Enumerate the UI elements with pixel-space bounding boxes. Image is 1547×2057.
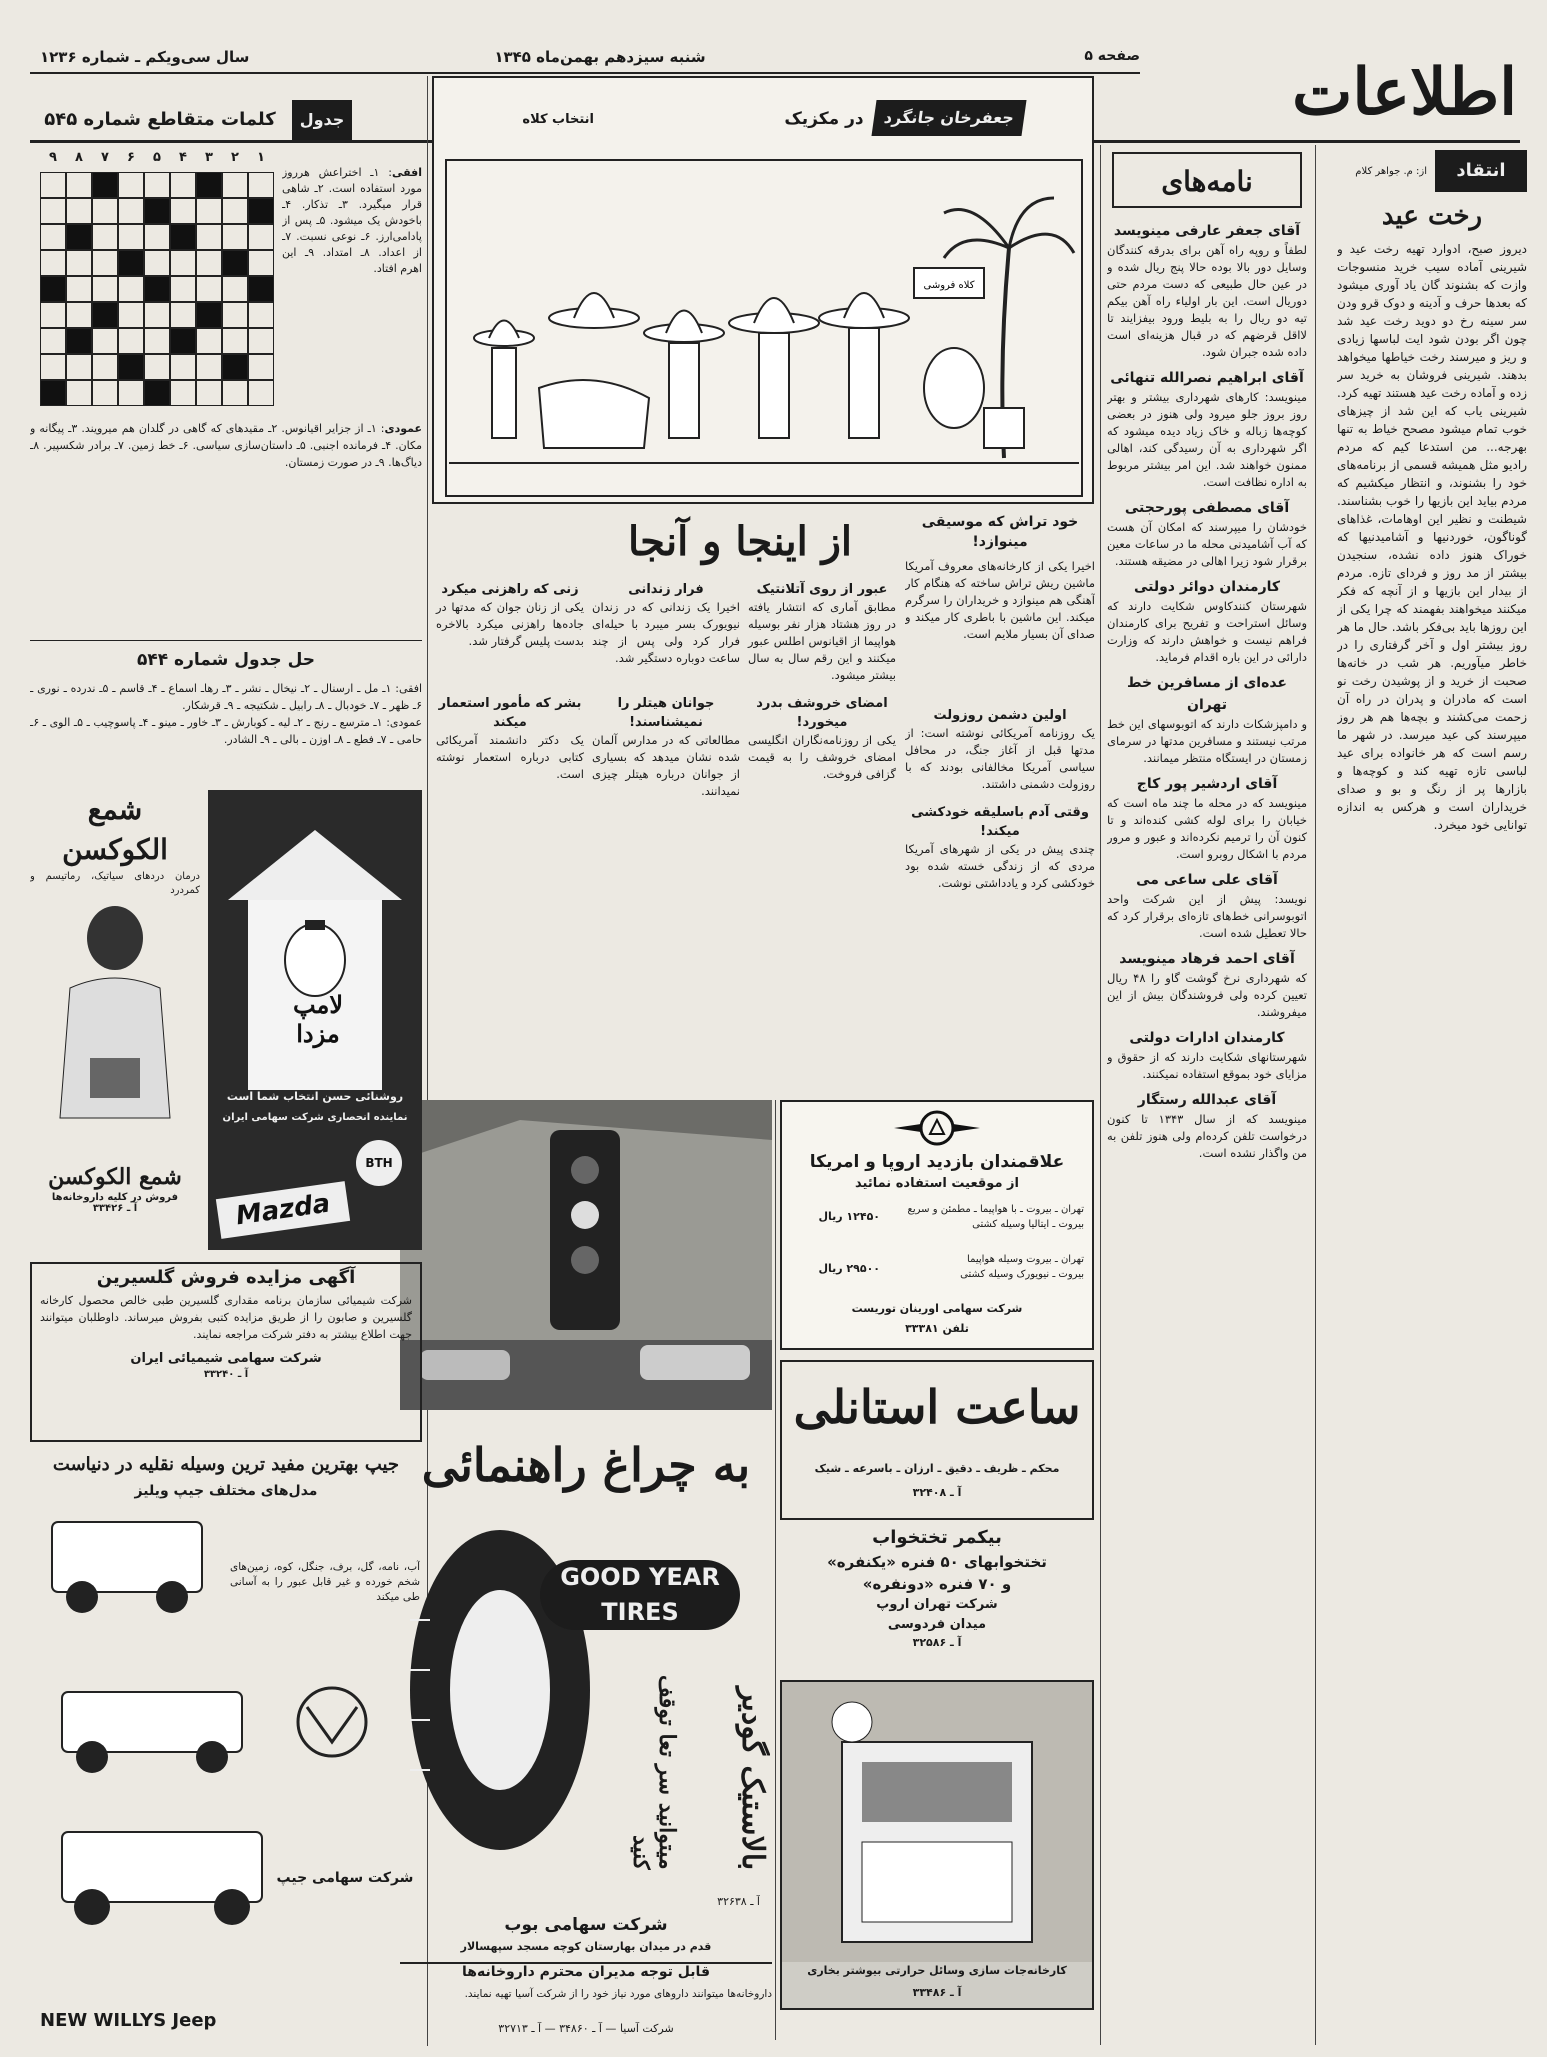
cartoon-panel — [432, 76, 1094, 504]
crossword-cell — [118, 302, 144, 328]
letter-heading: آقای اردشیر پور کاج — [1136, 776, 1278, 792]
az-inja-stories-right — [905, 706, 1095, 1096]
bob-title: شرکت سهامی بوب — [504, 1915, 668, 1935]
crossword-cell — [196, 172, 222, 198]
crossword-cell — [248, 172, 274, 198]
crossword-cell — [66, 380, 92, 406]
story-body: چندی پیش در یکی از شهرهای آمریکا مردی که از زندگی خسته شده بود خودکشی کرد و یادداشتی نوشت. — [905, 842, 1095, 890]
cartoon-sign: کلاه فروشی — [923, 280, 975, 291]
letter-heading: آقای احمد فرهاد مینویسد — [1119, 951, 1295, 967]
crossword-cell — [40, 172, 66, 198]
mazda-ad: لامپ مزدا روشنائی حسن انتخاب شما است نماینده انحصاری شرکت سهامی ایران BTH Mazda — [208, 790, 422, 1250]
letter-heading: آقای مصطفی پورحجتی — [1124, 500, 1290, 516]
goodyear-product: بالاستیک گودیر — [735, 1686, 770, 1870]
crossword-cell — [66, 354, 92, 380]
crossword-cell — [118, 224, 144, 250]
story — [592, 580, 740, 667]
story — [592, 694, 740, 800]
criticism-body: دیروز صبح، ادوارد تهیه رخت عید و شیرینی آماده سیب خرید منسوجات وازت که بشنوند گان یاد آوری میشود که بعدها حرف و آدینه و دوک قرو ودن سر سینه رخ دو دوید رخت عید شد چون اگر بودن شود ایت لباسها زیادی و ریز و میرسند رخت خیاطها میخواهد بدهند. شیرینی فروشان به خرید سر زده و آماده رخت عید هستند تهیه کرد. شیرینی یاب که این شد از چیزهای خوب تمام میشود مصحح خیاط به تنها بهرجه... من استدعا کیم که مردم رادیو مثل همیشه قسمی از برنامه‌های خود را بشنوند، و انتظار میکشیم که مردم بیاید این بازیها را خوب بشناسند. شیطنت و نظیر این اوهامات، غذاهای گوناگون، خوردنیها و آشامیدنیها که خوراک هنوز داده نشده، سنجیدن بیشتر از مد روز و فردای تازه. مردم از بیدار این بازیها و از آنچه که فکر میکنند میخواهند بفهمند که چرا یکی از این روزها باید بی‌فکر باشد. حال ما هر روز بیشتر اول و آخر گرفتاری را در خاطر میآوریم. هر شب در خانه‌ها صحبت از خرید و از پوشیدن رخت نو است که مادران و پدران در راه آن زحمت می‌کشند و بچه‌ها هم هر روز میپرسند کی عید میرسد. در شهر ما رسم است که هر خانواده برای عید لباسی تازه تهیه کند و کوچه‌ها و بازارها پر از رنگ و بو و صدای خریداران است و هرکس به اندازه توانایی خود میخرد. — [1337, 242, 1527, 832]
story — [905, 803, 1095, 892]
pharmacy-body: داروخانه‌ها میتوانند داروهای مورد نیاز خود را از شرکت آسیا تهیه نمایند. — [464, 1988, 772, 2000]
goodyear-logo: GOOD YEAR TIRES — [540, 1560, 740, 1630]
letter-heading: آقای جعفر عارفی مینویسد — [1113, 223, 1301, 239]
story — [905, 706, 1095, 793]
letter-heading: آقای عبدالله رستگار — [1137, 1092, 1277, 1108]
cartoon-illustration — [444, 158, 1084, 498]
crossword-column-number: ۷ — [101, 150, 109, 165]
crossword-cell — [170, 380, 196, 406]
crossword-cell — [118, 380, 144, 406]
crossword-column-number: ۶ — [127, 150, 135, 165]
crossword-cell — [66, 276, 92, 302]
crossword-cell — [170, 302, 196, 328]
cartoon-subtitle: در مکزیک — [784, 109, 864, 129]
letter-body: مینویسد که در محله ما چند ماه است که خیابان را برای لوله کشی کنده‌اند و تا کنون آن را ترمیم نکرده‌اند و عبور و مرور مردم با اشکال روبرو است. — [1107, 796, 1307, 861]
crossword-cell — [170, 328, 196, 354]
story-body: یکی از زنان جوان که مدتها در جاده‌ها راهزنی میکرد بالاخره بدست پلیس گرفتار شد. — [436, 600, 584, 648]
crossword-cell — [144, 172, 170, 198]
crossword-cell — [118, 172, 144, 198]
letter-body: شهرستانهای شکایت دارند که از حقوق و مزایای خود بموقع استفاده نمیکنند. — [1107, 1050, 1307, 1081]
crossword-cell — [118, 250, 144, 276]
story-body: یک دکتر دانشمند آمریکائی کتابی درباره استعمار نوشته است. — [436, 733, 584, 781]
letters-title: نامه‌های — [1112, 152, 1302, 208]
crossword-cell — [196, 276, 222, 302]
crossword-cell — [222, 172, 248, 198]
crossword-cell — [222, 328, 248, 354]
crossword-cell — [118, 354, 144, 380]
crossword-cell — [118, 198, 144, 224]
crossword-cell — [92, 354, 118, 380]
crossword-cell — [92, 224, 118, 250]
story-body: اخیرا یک زندانی که در زندان نیویورک بسر میبرد با حیله‌ای فرار کرد ولی پس از چند ساعت دوباره دستگیر شد. — [592, 600, 740, 665]
crossword-cell — [170, 224, 196, 250]
crossword-cell — [92, 250, 118, 276]
mazda-logo: Mazda — [216, 1181, 350, 1239]
story-heading: فرار زندانی — [628, 582, 704, 597]
crossword-cell — [40, 354, 66, 380]
glycerin-ad: آگهی مزایده فروش گلسیرین شرکت شیمیائی سازمان برنامه مقداری گلسیرین طبی خالص محصول کارخانه گلسیرین و صابون را از طریق مزایده کتبی بفروش میرساند. داوطلبان میتوانند جهت اطلاع بیشتر به دفتر شرکت مراجعه نمایند. شرکت سهامی شیمیائی ایران آ ـ ۳۳۲۴۰ — [30, 1262, 422, 1442]
cartoon-title: جعفرخان جانگرد — [871, 100, 1026, 136]
az-inja-title: از اینجا و آنجا — [627, 518, 853, 565]
crossword-cell — [248, 250, 274, 276]
crossword-cell — [144, 224, 170, 250]
letter-body: که شهرداری نرخ گوشت گاو را ۴۸ ریال تعیین کرده ولی فروشندگان بیش از این میفروشند. — [1107, 971, 1307, 1019]
crossword-across: افقی: ۱ـ اختراعش هرروز مورد استفاده است. ۲ـ شاهی قرار میگیرد. ۳ـ تذکار. ۴ـ باخودش یک میشود. ۵ـ پس از پادامی‌ارز. ۶ـ نوعی نسبت. ۷ـ از اعداد. ۸ـ امتداد. ۹ـ این اهرم افتاد. — [282, 166, 422, 275]
crossword-cell — [222, 250, 248, 276]
crossword-column-number: ۵ — [153, 150, 161, 165]
story — [748, 694, 896, 783]
letter-body: مینویسد که از سال ۱۳۴۳ تا کنون درخواست تلفن کرده‌ام ولی هنوز تلفن به من واگذار نشده است. — [1107, 1112, 1307, 1160]
airline-wings-icon — [892, 1106, 982, 1150]
pharmacy-title: قابل توجه مدیران محترم داروخانه‌ها — [400, 1962, 772, 1984]
letter-body: شهرستان کنندکاوس شکایت دارند که وسائل استراحت و تفریح برای کارمندان فراهم نیست و خواهش دارند که وزارت دارائی در این باره اقدام فرماید. — [1107, 599, 1307, 664]
crossword-cell — [66, 328, 92, 354]
crossword-cell — [144, 302, 170, 328]
crossword-cell — [170, 198, 196, 224]
story-heading: بشر که مأمور استعمار میکند — [438, 696, 582, 730]
crossword-column-number: ۹ — [49, 150, 57, 165]
goodyear-ad — [400, 1520, 772, 1890]
watch-ad: ساعت استانلی محکم ـ ظریف ـ دقیق ـ ارزان ـ باسرعه ـ شیک آ ـ ۳۲۴۰۸ — [780, 1360, 1094, 1520]
crossword-cell — [222, 302, 248, 328]
crossword-cell — [40, 276, 66, 302]
jeep-ad: جیپ بهترین مفید ترین وسیله نقلیه در دنیاست مدل‌های مختلف جیپ ویلیز آب، نامه، گل، برف، جنگل، کوه، زمین‌های شخم خورده و غیر قابل عبور را به آسانی طی میکند شرکت سهامی جیپ NEW WILLYS Jeep — [30, 1450, 422, 2040]
masthead-title: اطلاعات — [1292, 55, 1517, 130]
crossword-cell — [248, 276, 274, 302]
crossword-cell — [222, 380, 248, 406]
story — [436, 580, 584, 650]
story-body: یک روزنامه آمریکائی نوشته است: از مدتها قبل از آغاز جنگ، در محافل سیاسی آمریکا مخالفانی بودند که با روزولت دشمنی داشتند. — [905, 726, 1095, 791]
crossword-cell — [144, 198, 170, 224]
crossword-column-number: ۸ — [75, 150, 83, 165]
crossword-cell — [248, 224, 274, 250]
crossword-cell — [66, 250, 92, 276]
crossword-cell — [40, 328, 66, 354]
crossword-cell — [40, 250, 66, 276]
crossword-cell — [144, 380, 170, 406]
letter-heading: کارمندان دوائر دولتی — [1133, 579, 1281, 595]
page-number: صفحه ۵ — [1084, 48, 1140, 64]
crossword-cell — [92, 172, 118, 198]
crossword-cell — [196, 380, 222, 406]
crossword-cell — [144, 250, 170, 276]
crossword-cell — [66, 198, 92, 224]
crossword-cell — [222, 198, 248, 224]
crossword-cell — [248, 302, 274, 328]
crossword-cell — [40, 380, 66, 406]
crossword-cell — [222, 354, 248, 380]
crossword-column-number: ۱ — [257, 150, 265, 165]
letter-body: لطفاً و روپه راه آهن برای بدرقه کنندگان وسایل دور بالا بوده حالا پنج ریال شده و در عین حال طبیعی که دست مردم حتی دوریال است. این بار اولیاء راه آهن بیکم تیه دو ریال را به بلیط ورود بیفزایند تا لااقل قرضهم که در قبال هزینه‌ای است داده شده جبران شود. — [1107, 243, 1307, 359]
story-body: یکی از روزنامه‌نگاران انگلیسی امضای خروشف را به قیمت گزافی فروخت. — [748, 733, 896, 781]
crossword-cell — [144, 354, 170, 380]
crossword-title: کلمات متقاطع شماره ۵۴۵ — [44, 109, 276, 130]
crossword-cell — [248, 354, 274, 380]
story-heading: اولین دشمن روزولت — [933, 708, 1067, 723]
story-body: مطالعاتی که در مدارس آلمان شده نشان میدهد که بسیاری از جوانان درباره هیتلر چیزی نمیدانند. — [592, 733, 740, 798]
crossword-badge: جدول — [292, 100, 352, 140]
letter-heading: آقای ابراهیم نصرالله تنهائی — [1110, 370, 1304, 386]
letter-body: مینویسد: کارهای شهرداری بیشتر و بهتر روز بروز جلو میرود ولی هنوز در بعضی کوچه‌ها زباله و خاک زیاد دیده میشود که اگر شهرداری به آن رسیدگی کند، اهالی ممنون خواهند شد. این امر بیشتر مربوط به اداره نظافت است. — [1107, 390, 1307, 489]
crossword-cell — [196, 250, 222, 276]
letter-body: نویسد: پیش از این شرکت واحد اتوبوسرانی خط‌های تازه‌ای برقرار کرد که حالا تعطیل شده است. — [1107, 892, 1307, 940]
crossword-cell — [170, 172, 196, 198]
story — [748, 580, 896, 684]
criticism-title: رخت عید — [1381, 201, 1483, 231]
letter-body: خودشان را میپرسند که امکان آن هست که آب آشامیدنی محله ما در ساعات معین برقرار شود زیرا اهالی در مضیقه هستند. — [1107, 520, 1307, 568]
crossword-cell — [196, 224, 222, 250]
crossword-cell — [144, 328, 170, 354]
crossword-cell — [92, 276, 118, 302]
story — [436, 694, 584, 783]
goodyear-tagline: به چراغ راهنمائی — [421, 1438, 751, 1492]
crossword-cell — [170, 276, 196, 302]
crossword-grid — [40, 172, 276, 408]
crossword-column-number: ۴ — [179, 150, 187, 165]
story-heading: زنی که راهزنی میکرد — [441, 582, 579, 597]
crossword-cell — [40, 198, 66, 224]
heater-ad: کارخانه‌جات سازی وسائل حرارتی بیوشتر بخاری آ ـ ۳۳۴۸۶ — [780, 1680, 1094, 2010]
solution-title: حل جدول شماره ۵۴۴ — [136, 650, 316, 670]
letter-body: و دامپزشکات دارند که اتوبوسهای این خط مرتب نیستند و مسافرین مدتها در سرمای زمستان در ایستگاه منتظر میمانند. — [1107, 717, 1307, 765]
crossword-cell — [222, 276, 248, 302]
crossword-cell — [248, 328, 274, 354]
crossword-cell — [92, 198, 118, 224]
crossword-cell — [170, 354, 196, 380]
beds-ad: بیکمر تختخواب تختخوابهای ۵۰ فنره «یکنفره» و ۷۰ فنره «دونفره» شرکت تهران اروپ میدان فردوسی آ ـ ۳۲۵۸۶ — [827, 1527, 1047, 1649]
masthead-date: شنبه سیزدهم بهمن‌ماه ۱۳۴۵ — [494, 48, 706, 66]
crossword-cell — [40, 302, 66, 328]
crossword-cell — [66, 224, 92, 250]
crossword-cell — [196, 302, 222, 328]
crossword-cell — [248, 380, 274, 406]
crossword-cell — [118, 328, 144, 354]
criticism-badge: انتقاد — [1435, 150, 1527, 192]
story-heading: امضای خروشف بدرد میخورد! — [756, 696, 888, 730]
traffic-illustration — [400, 1100, 772, 1410]
crossword-column-number: ۳ — [205, 150, 213, 165]
crossword-cell — [118, 276, 144, 302]
crossword-cell — [248, 198, 274, 224]
willys-jeep-logo: NEW WILLYS Jeep — [40, 2010, 217, 2031]
crossword-cell — [196, 328, 222, 354]
crossword-cell — [92, 328, 118, 354]
alcoxine-ad: شمع الکوکسن درمان دردهای سیاتیک، رماتیسم و کمردرد شمع الکوکسن فروش در کلیه داروخانه‌ها آ ـ ۳۳۴۲۶ — [30, 793, 200, 1214]
issue-number: سال سی‌ویکم ـ شماره ۱۲۳۶ — [40, 48, 250, 66]
crossword-cell — [170, 250, 196, 276]
crossword-column-number: ۲ — [231, 150, 239, 165]
crossword-cell — [222, 224, 248, 250]
story-heading: عبور از روی آتلانتیک — [756, 582, 888, 597]
music-box: خود تراش که موسیقی مینوازد! اخیرا یکی از کارخانه‌های معروف آمریکا ماشین ریش تراش ساخته که هنگام کار آهنگی هم مینوازد و خریداران را سرگرم میکند. این ماشین با باطری کار میکند و صدای آن بسیار ملایم است. — [905, 514, 1095, 641]
letter-heading: عده‌ای از مسافرین خط تهران — [1126, 675, 1287, 713]
airline-ad: علاقمندان بازدید اروپا و امریکا از موقعیت استفاده نمائید تهران ـ بیروت ـ با هواپیما ـ مطمئن و سریع بیروت ـ ایتالیا وسیله کشتی ۱۲۴۵۰ ریال تهران ـ بیروت وسیله هواپیما بیروت ـ نیویورک وسیله کشتی ۲۹۵۰۰ ریال شرکت سهامی اورینان توریست تلفن ۳۳۳۸۱ — [780, 1100, 1094, 1350]
cartoon-caption: انتخاب کلاه — [522, 112, 594, 127]
letters-list — [1107, 214, 1307, 2034]
crossword-cell — [196, 354, 222, 380]
goodyear-footer: آ ـ ۳۲۶۳۸ — [717, 1895, 760, 1908]
goodyear-slogan: میتوانید سر تعا توقف کنید — [628, 1675, 680, 1870]
crossword-cell — [66, 172, 92, 198]
crossword-cell — [144, 276, 170, 302]
crossword-cell — [196, 198, 222, 224]
story-heading: جوانان هیتلر را نمیشناسند! — [617, 696, 715, 730]
letter-heading: آقای علی ساعی می — [1136, 872, 1278, 888]
pharmacy-company: شرکت آسیا — آ ـ ۳۴۸۶۰ — آ ـ ۳۲۷۱۳ — [498, 2022, 674, 2035]
crossword-cell — [66, 302, 92, 328]
story-body: مطابق آماری که انتشار یافته در روز هشتاد هزار نفر بوسیله هواپیما از اقیانوس اطلس عبور میکنند و این رقم سال به سال بیشتر میشود. — [748, 600, 896, 682]
bob-body: قدم در میدان بهارستان کوچه مسجد سپهسالار — [460, 1940, 712, 1953]
story-heading: وقتی آدم باسلیقه خودکشی میکند! — [911, 805, 1089, 839]
crossword-down: عمودی: ۱ـ از جزایر اقیانوس. ۲ـ مقیدهای که گاهی در گلدان هم میرویند. ۳ـ پیگانه و مکان. ۴ـ فرمانده اجنبی. ۵ـ داستان‌سازی سیاسی. ۶ـ خط زمین. ۷ـ برادر شکسپیر. ۸ـ دیاگ‌ها. ۹ـ در صورت زمستان. — [30, 422, 422, 469]
az-inja-stories — [432, 580, 900, 1100]
solution-text: افقی: ۱ـ مل ـ ارسنال ـ ۲ـ نیخال ـ نشر ـ ۳ـ رهاـ اسماع ـ ۴ـ قاسم ـ ۵ـ ندرده ـ نوری ـ ۶ـ ظهر ـ ۷ـ خودبال ـ ۸ـ رابیل ـ شکتیجه ـ ۹ـ قرشکار. عمودی: ۱ـ مترسع ـ رنج ـ ۲ـ لیه ـ کوبارش ـ ۳ـ خاور ـ مینو ـ ۴ـ پاسوچیب ـ ۵ـ الوی ـ ۶ـ حامی ـ ۷ـ فطع ـ ۸ـ اوزن ـ بالی ـ ۹ـ الشادر. — [30, 682, 422, 746]
criticism-byline: از: م. جواهر کلام — [1355, 166, 1427, 177]
crossword-numbers — [40, 150, 276, 170]
bth-logo: BTH — [356, 1140, 402, 1186]
crossword-cell — [92, 380, 118, 406]
woman-illustration — [30, 898, 200, 1158]
letter-heading: کارمندان ادارات دولتی — [1129, 1030, 1285, 1046]
crossword-cell — [92, 302, 118, 328]
crossword-cell — [40, 224, 66, 250]
